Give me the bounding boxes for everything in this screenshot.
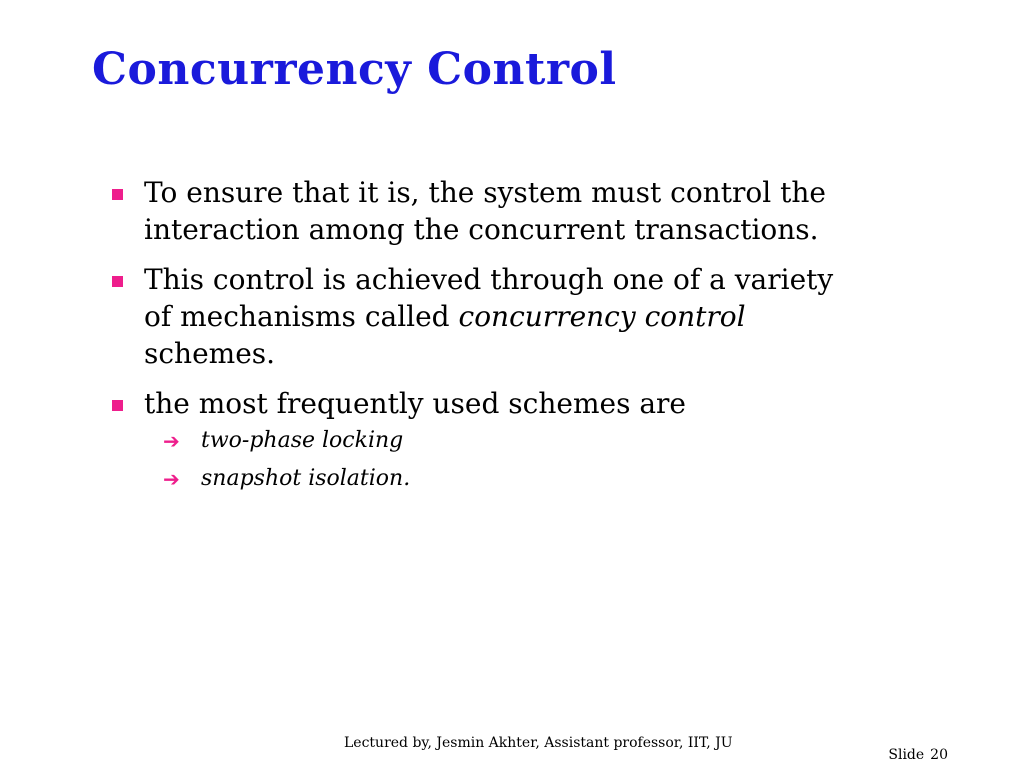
slide-number-label: Slide [888, 747, 925, 763]
square-bullet-icon [112, 189, 123, 200]
sub-bullet-text: snapshot isolation. [201, 466, 411, 491]
slide-title: Concurrency Control [92, 44, 617, 95]
bullet-text-italic: concurrency control [458, 300, 746, 333]
footer-credit: Lectured by, Jesmin Akhter, Assistant professor, IIT, JU [344, 735, 733, 751]
bullet-text [144, 385, 842, 422]
sub-bullet-item [112, 464, 842, 494]
bullet-text-regular: This control is achieved through one of a variety of mechanisms called [144, 263, 834, 333]
bullet-item [112, 385, 842, 422]
bullet-text [144, 261, 842, 372]
slide-content [112, 174, 842, 506]
sub-bullet-item [112, 426, 842, 456]
slide-number-value: 20 [930, 747, 948, 763]
bullet-text-regular: the most frequently used schemes are [144, 387, 686, 420]
arrow-right-icon: ➔ [163, 429, 180, 453]
square-bullet-icon [112, 400, 123, 411]
bullet-item [112, 174, 842, 248]
square-bullet-icon [112, 276, 123, 287]
sub-bullet-text: two-phase locking [201, 428, 404, 453]
bullet-text-regular-after: schemes. [144, 337, 276, 370]
bullet-text [144, 174, 842, 248]
arrow-right-icon: ➔ [163, 467, 180, 491]
bullet-text-regular: To ensure that it is, the system must control the interaction among the concurrent transactions. [144, 176, 826, 246]
slide-number [888, 747, 948, 763]
bullet-item [112, 261, 842, 372]
